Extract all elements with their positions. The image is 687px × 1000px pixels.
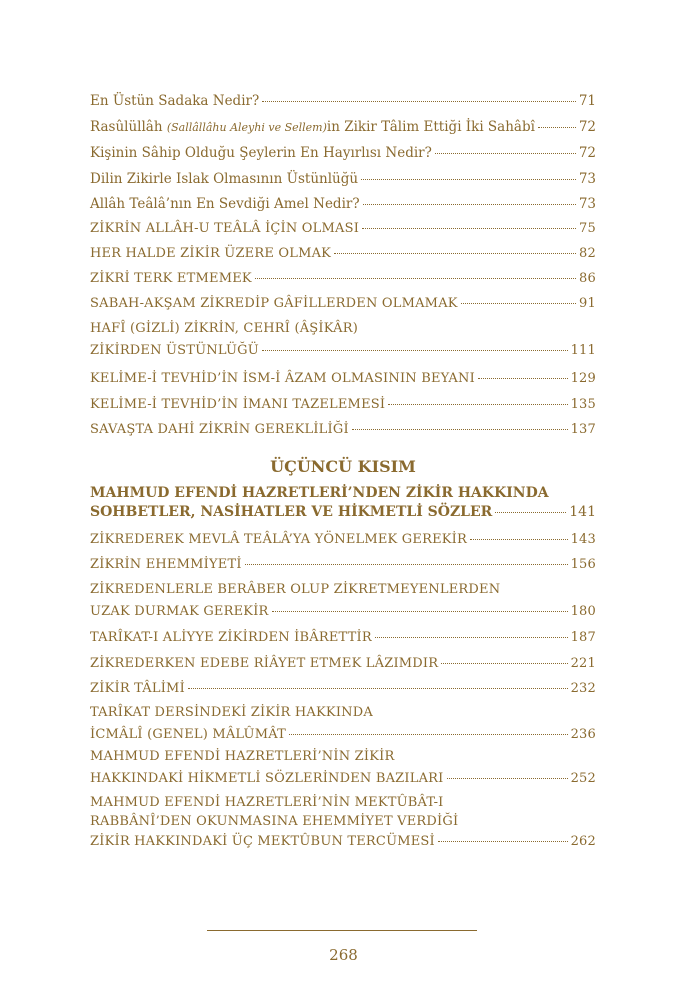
toc-entry-title: HAKKINDAKİ HİKMETLİ SÖZLERİNDEN BAZILARI	[90, 771, 444, 786]
footer-divider	[207, 930, 477, 931]
toc-entry-title: Dilin Zikirle Islak Olmasının Üstünlüğü	[90, 171, 359, 187]
toc-entry[interactable]	[90, 145, 596, 161]
toc-entry[interactable]	[90, 171, 596, 187]
toc-entry[interactable]	[90, 93, 596, 109]
toc-entry[interactable]	[90, 705, 596, 743]
toc-entry-title-line: ZİKREDENLERLE BERÂBER OLUP ZİKRETMEYENLERDEN	[90, 582, 501, 597]
toc-entry-title: SOHBETLER, NASİHATLER VE HİKMETLİ SÖZLER	[90, 504, 493, 520]
toc-entry-title: Kişinin Sâhip Olduğu Şeylerin En Hayırlısı Nedir?	[90, 145, 432, 161]
toc-entry-title: ZİKİR HAKKINDAKİ ÜÇ MEKTÛBUN TERCÜMESİ	[90, 834, 435, 849]
toc-entry[interactable]	[90, 119, 596, 136]
toc-entry[interactable]	[90, 271, 596, 287]
toc-entry-page: 180	[570, 604, 596, 619]
toc-entry-title-line: TARÎKAT DERSİNDEKİ ZİKİR HAKKINDA	[90, 705, 373, 720]
toc-entry-bold[interactable]	[90, 485, 596, 520]
toc-entry-page: 129	[570, 371, 596, 386]
toc-entry[interactable]	[90, 422, 596, 438]
toc-entry-page: 187	[570, 630, 596, 645]
dot-leader	[334, 253, 576, 254]
toc-entry-title: ZİKRİN EHEMMİYETİ	[90, 557, 242, 572]
toc-entry-title: ZİKİR TÂLİMİ	[90, 681, 185, 696]
toc-entry-title: ZİKREDEREK MEVLÂ TEÂLÂ’YA YÖNELMEK GEREKİR	[90, 532, 467, 547]
toc-entry-page: 156	[570, 557, 596, 572]
toc-entry[interactable]	[90, 557, 596, 573]
toc-entry-page: 71	[578, 93, 596, 109]
toc-entry-page: 111	[570, 343, 596, 358]
toc-entry-title: ZİKİRDEN ÜSTÜNLÜĞÜ	[90, 343, 259, 358]
toc-entry[interactable]	[90, 397, 596, 413]
dot-leader	[495, 512, 566, 513]
dot-leader	[272, 611, 568, 612]
toc-entry[interactable]	[90, 321, 596, 359]
toc-entry-page: 236	[570, 727, 596, 742]
dot-leader	[361, 179, 576, 180]
toc-entry-title-line: HAFÎ (GİZLİ) ZİKRİN, CEHRÎ (ÂŞİKÂR)	[90, 321, 358, 336]
toc-entry[interactable]	[90, 656, 596, 672]
section-heading: ÜÇÜNCÜ KISIM	[270, 457, 416, 476]
dot-leader	[470, 539, 568, 540]
toc-entry-page: 137	[570, 422, 596, 437]
toc-entry-title: ZİKRİ TERK ETMEMEK	[90, 271, 252, 286]
toc-entry-title-line: MAHMUD EFENDİ HAZRETLERİ’NİN MEKTÛBÂT-I	[90, 795, 444, 810]
toc-entry[interactable]	[90, 630, 596, 646]
toc-entry-title-line: MAHMUD EFENDİ HAZRETLERİ’NİN ZİKİR	[90, 749, 395, 764]
toc-entry-title-line: RABBÂNÎ’DEN OKUNMASINA EHEMMİYET VERDİĞİ	[90, 814, 459, 829]
dot-leader	[262, 101, 576, 102]
toc-entry-title: SABAH-AKŞAM ZİKREDİP GÂFİLLERDEN OLMAMAK	[90, 296, 458, 311]
toc-entry-page: 143	[570, 532, 596, 547]
toc-entry-page: 135	[570, 397, 596, 412]
toc-entry-page: 262	[570, 834, 596, 849]
toc-entry-title: ZİKREDERKEN EDEBE RİÂYET ETMEK LÂZIMDIR	[90, 656, 439, 671]
toc-entry-page: 75	[579, 221, 596, 236]
dot-leader	[262, 350, 568, 351]
toc-entry-title: KELİME-İ TEVHİD’İN İMANI TAZELEMESİ	[90, 397, 386, 412]
dot-leader	[363, 204, 576, 205]
toc-entry-title: Rasûlüllâh (Sallâllâhu Aleyhi ve Sellem)in Zikir Tâlim Ettiği İki Sahâbî	[90, 119, 535, 135]
toc-entry-page: 73	[578, 196, 596, 212]
toc-entry-page: 91	[579, 296, 596, 311]
dot-leader	[441, 663, 567, 664]
toc-entry-title: HER HALDE ZİKİR ÜZERE OLMAK	[90, 246, 332, 261]
dot-leader	[352, 429, 568, 430]
toc-entry-page: 72	[578, 145, 596, 161]
dot-leader	[447, 778, 568, 779]
toc-entry[interactable]	[90, 795, 596, 850]
toc-entry[interactable]	[90, 221, 596, 237]
toc-entry-page: 221	[570, 656, 596, 671]
dot-leader	[478, 378, 568, 379]
toc-entry[interactable]	[90, 532, 596, 548]
dot-leader	[255, 278, 576, 279]
toc-entry-title: ZİKRİN ALLÂH-U TEÂLÂ İÇİN OLMASI	[90, 221, 360, 236]
toc-entry-page: 141	[569, 504, 596, 520]
toc-entry-title: En Üstün Sadaka Nedir?	[90, 93, 260, 109]
toc-entry-title: UZAK DURMAK GEREKİR	[90, 604, 269, 619]
dot-leader	[461, 303, 576, 304]
toc-entry-page: 252	[570, 771, 596, 786]
dot-leader	[289, 734, 568, 735]
toc-entry-title: İCMÂLÎ (GENEL) MÂLÛMÂT	[90, 727, 286, 742]
dot-leader	[438, 841, 568, 842]
toc-entry[interactable]	[90, 196, 596, 212]
toc-entry-page: 72	[578, 119, 596, 135]
toc-entry-page: 82	[579, 246, 596, 261]
toc-entry-page: 232	[570, 681, 596, 696]
dot-leader	[435, 153, 576, 154]
toc-entry-page: 73	[578, 171, 596, 187]
toc-entry[interactable]	[90, 296, 596, 312]
toc-entry-page: 86	[579, 271, 596, 286]
page-number: 268	[329, 946, 358, 964]
toc-entry[interactable]	[90, 681, 596, 697]
toc-entry-title: KELİME-İ TEVHİD’İN İSM-İ ÂZAM OLMASININ BEYANI	[90, 371, 475, 386]
toc-entry-title: SAVAŞTA DAHİ ZİKRİN GEREKLİLİĞİ	[90, 422, 349, 437]
toc-entry-title: Allâh Teâlâ’nın En Sevdiği Amel Nedir?	[90, 196, 360, 212]
toc-entry-title-line: MAHMUD EFENDİ HAZRETLERİ’NDEN ZİKİR HAKKINDA	[90, 485, 549, 501]
toc-entry[interactable]	[90, 749, 596, 787]
toc-entry[interactable]	[90, 371, 596, 387]
dot-leader	[188, 688, 568, 689]
dot-leader	[375, 637, 568, 638]
toc-entry-title: TARÎKAT-I ALİYYE ZİKİRDEN İBÂRETTİR	[90, 630, 372, 645]
toc-entry[interactable]	[90, 582, 596, 620]
toc-entry[interactable]	[90, 246, 596, 262]
dot-leader	[388, 404, 567, 405]
dot-leader	[362, 228, 576, 229]
dot-leader	[538, 127, 576, 128]
dot-leader	[245, 564, 568, 565]
